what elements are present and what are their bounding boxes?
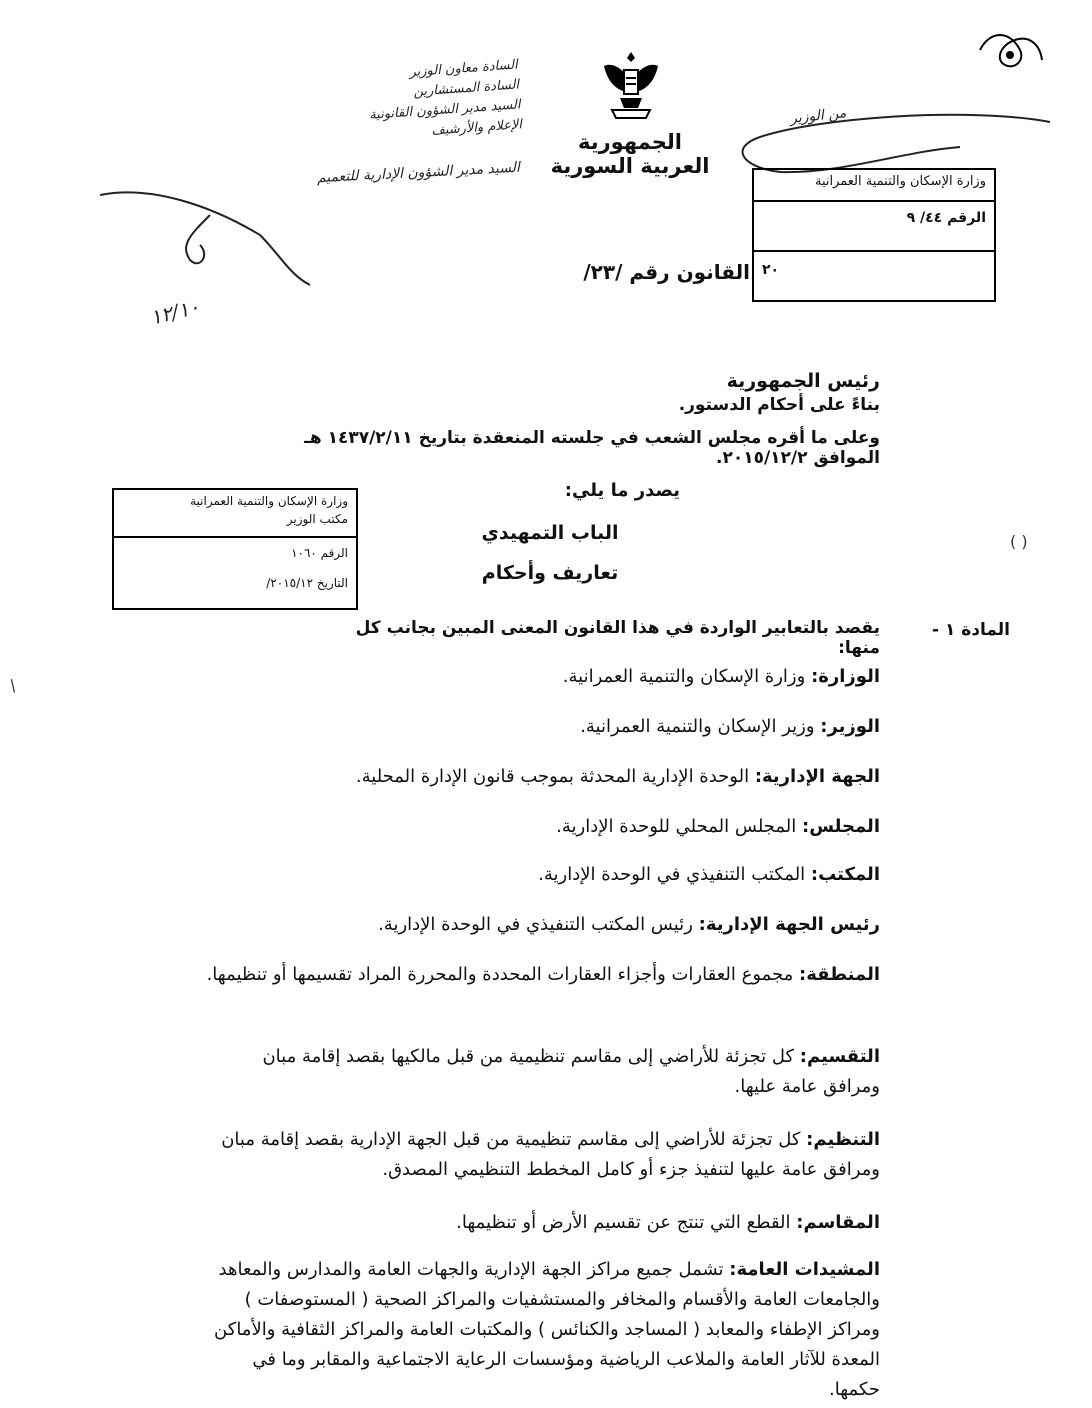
distribution-line: السيد مدير الشؤون القانونية <box>368 97 521 123</box>
definition-text: كل تجزئة للأراضي إلى مقاسم تنظيمية من قبل الجهة الإدارية بقصد إقامة مبان ومرافق عامة عليها لتنفيذ جزء أو كامل المخطط التنظيمي المصدق. <box>221 1129 880 1180</box>
definition-item <box>200 812 880 842</box>
definition-term: المشيدات العامة: <box>729 1259 880 1280</box>
definition-text: وزارة الإسكان والتنمية العمرانية. <box>562 666 806 687</box>
syrian-eagle-emblem <box>598 48 664 122</box>
ministry-office-stamp <box>112 488 358 610</box>
margin-mark: / <box>5 675 20 696</box>
definition-term: المكتب: <box>810 864 880 885</box>
divider <box>114 536 356 538</box>
article-label: المادة ١ - <box>931 620 1010 640</box>
definition-term: الجهة الإدارية: <box>754 766 880 787</box>
country-name: الجمهورية العربية السورية <box>550 130 710 178</box>
stamp-number: الرقم ١٠٦٠ <box>291 546 348 560</box>
definition-term: الوزارة: <box>811 666 880 687</box>
handwritten-date: ١٢/١٠ <box>147 294 202 330</box>
preamble-line-2: وعلى ما أقره مجلس الشعب في جلسته المنعقدة بتاريخ ١٤٣٧/٢/١١ هـ الموافق ٢٠١٥/١٢/٢. <box>304 428 880 468</box>
definition-item <box>200 910 880 940</box>
registry-stamp-box <box>752 168 996 302</box>
divider <box>754 250 994 252</box>
registry-number: الرقم ٤٤/ ٩ <box>906 210 986 226</box>
stamp-office: مكتب الوزير <box>286 512 348 526</box>
president-title: رئيس الجمهورية <box>726 370 880 392</box>
definition-text: المكتب التنفيذي في الوحدة الإدارية. <box>538 864 806 885</box>
distribution-line: السادة معاون الوزير <box>409 57 519 80</box>
definition-text: وزير الإسكان والتنمية العمرانية. <box>580 716 815 737</box>
definition-text: تشمل جميع مراكز الجهة الإدارية والجهات العامة والمدارس والمعاهد والجامعات العامة والأقسام والمخافر والمستشفيات والمراكز الصحية ( المستوصفات ) ومراكز الإطفاء والمعابد ( المساجد والكنائس ) والمكتبات العامة والمراكز الثقافية والأماكن المعدة للآثار العامة والملاعب الرياضية ومؤسسات الرعاية الاجتماعية والمقابر وما في حكمها. <box>214 1259 880 1400</box>
definition-term: المنطقة: <box>799 964 880 985</box>
section-subheading: تعاريف وأحكام <box>481 562 619 584</box>
issues-line: يصدر ما يلي: <box>564 480 680 501</box>
handwritten-scribble <box>90 175 330 295</box>
definition-text: المجلس المحلي للوحدة الإدارية. <box>556 816 797 837</box>
distribution-line: السادة المستشارين <box>412 77 520 100</box>
definition-term: المجلس: <box>802 816 880 837</box>
registry-ministry: وزارة الإسكان والتنمية العمرانية <box>814 174 986 189</box>
definition-text: رئيس المكتب التنفيذي في الوحدة الإدارية. <box>378 914 693 935</box>
definition-item <box>200 712 880 742</box>
definition-item <box>200 762 880 792</box>
definition-item <box>200 1125 880 1185</box>
corner-doodle <box>970 20 1050 80</box>
definition-text: كل تجزئة للأراضي إلى مقاسم تنظيمية من قبل مالكيها بقصد إقامة مبان ومرافق عامة عليها. <box>262 1046 880 1097</box>
definition-term: رئيس الجهة الإدارية: <box>698 914 880 935</box>
margin-mark: ( ) <box>1010 532 1028 551</box>
definition-term: الوزير: <box>820 716 880 737</box>
definition-term: التقسيم: <box>799 1046 880 1067</box>
handwritten-top-note: من الوزير <box>789 105 848 127</box>
handwritten-note: السيد مدير الشؤون الإدارية للتعميم <box>316 159 521 187</box>
stamp-ministry: وزارة الإسكان والتنمية العمرانية <box>190 494 348 508</box>
preamble-line-1: بناءً على أحكام الدستور. <box>678 395 880 415</box>
definition-text: الوحدة الإدارية المحدثة بموجب قانون الإدارة المحلية. <box>355 766 750 787</box>
definition-term: التنظيم: <box>806 1129 880 1150</box>
definition-item <box>200 860 880 890</box>
definition-item <box>200 662 880 692</box>
section-heading: الباب التمهيدي <box>481 522 619 544</box>
definition-item <box>200 960 880 990</box>
article-intro: يقصد بالتعابير الواردة في هذا القانون المعنى المبين بجانب كل منها: <box>355 618 880 658</box>
definition-item <box>200 1042 880 1102</box>
stamp-date: التاريخ ٢٠١٥/١٢/ <box>266 576 348 590</box>
definition-term: المقاسم: <box>796 1212 880 1233</box>
definition-text: مجموع العقارات وأجزاء العقارات المحددة والمحررة المراد تقسيمها أو تنظيمها. <box>206 964 794 985</box>
definition-item <box>200 1208 880 1238</box>
law-number: القانون رقم /٢٣/ <box>583 260 750 284</box>
divider <box>754 200 994 202</box>
definition-text: القطع التي تنتج عن تقسيم الأرض أو تنظيمها. <box>456 1212 791 1233</box>
handwritten-distribution <box>327 55 522 148</box>
distribution-line: الإعلام والأرشيف <box>430 117 523 139</box>
registry-date: ٢٠ <box>762 262 780 278</box>
definition-item <box>200 1255 880 1405</box>
